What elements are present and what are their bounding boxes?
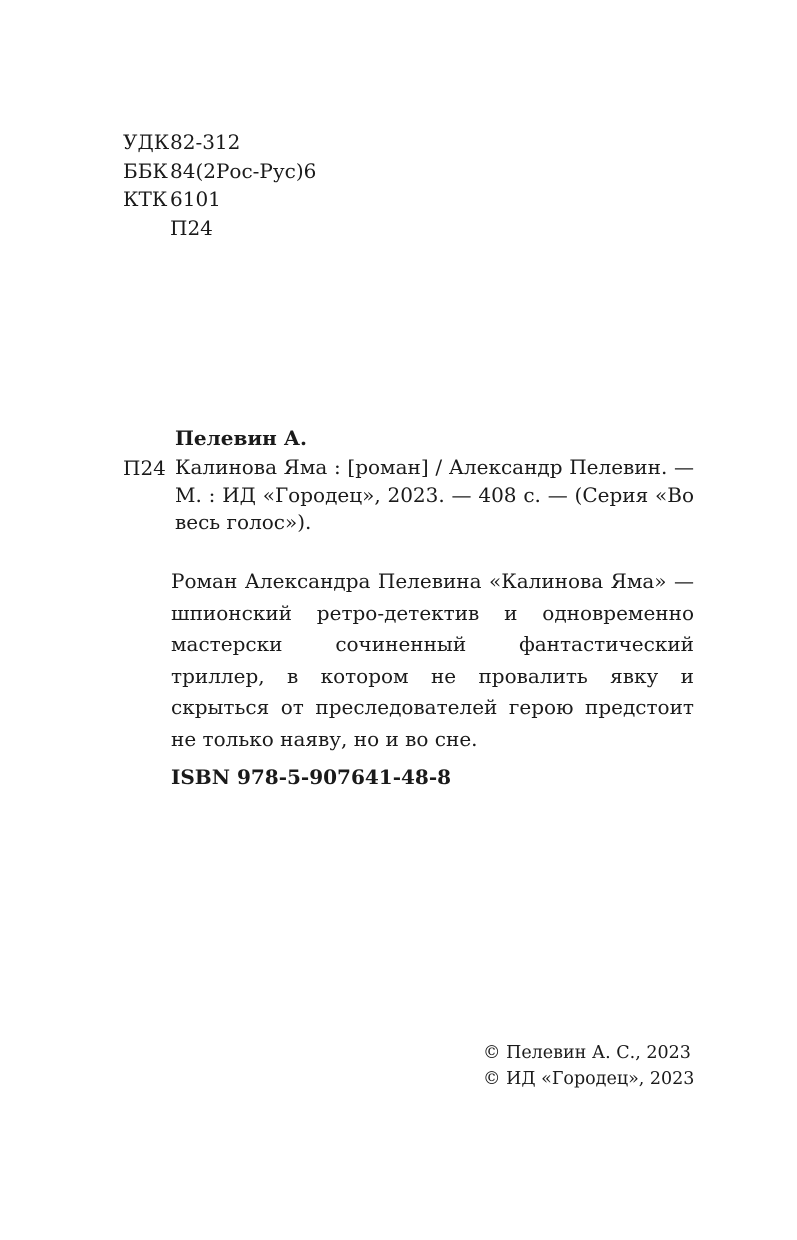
author-mark-row-label [123, 214, 170, 243]
bbk-label: ББК [123, 158, 168, 183]
bbk-value: 84(2Рос-Рус)6 [170, 158, 317, 183]
isbn: ISBN 978-5-907641-48-8 [171, 765, 452, 789]
udk-label: УДК [123, 130, 170, 154]
ktk-label: КТК [123, 187, 168, 211]
ktk-row [123, 185, 316, 214]
author-mark: П24 [123, 456, 166, 480]
ktk-value: 6101 [170, 187, 221, 211]
bbk-row [123, 157, 316, 186]
author-mark-row-value: П24 [170, 215, 213, 240]
classification-codes [123, 128, 316, 242]
copyright-author: © Пелевин А. С., 2023 [483, 1043, 691, 1063]
annotation: Роман Александра Пелевина «Калинова Яма» — шпионский ретро-детектив и одновременно мастерски сочиненный фантастический триллер, в котором не провалить явку и скрыться от преследователей герою предстоит не только наяву, но и во сне. [171, 569, 694, 751]
author-heading: Пелевин А. [175, 426, 308, 450]
bibliographic-record: Калинова Яма : [роман] / Александр Пелевин. — М. : ИД «Городец», 2023. — 408 с. — (Серия «Во весь голос»). [175, 455, 694, 534]
udk-value: 82-312 [170, 130, 241, 154]
copyright-publisher: © ИД «Городец», 2023 [483, 1069, 695, 1089]
udk-row [123, 128, 316, 157]
author-mark-row [123, 214, 316, 243]
copyright-block [483, 1040, 694, 1092]
